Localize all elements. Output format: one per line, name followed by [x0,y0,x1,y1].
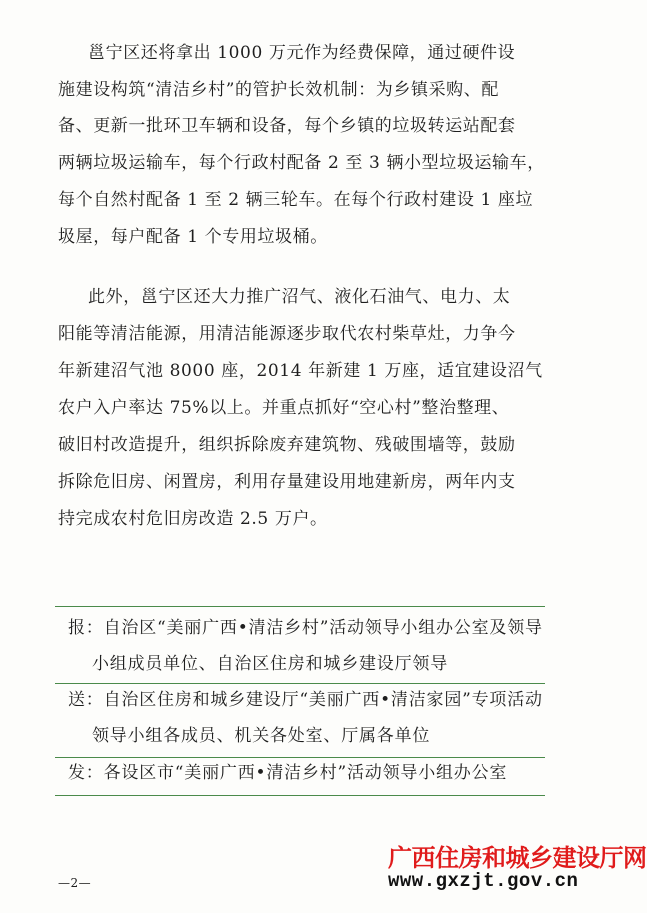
paragraph-1-line-1: 邕宁区还将拿出 1000 万元作为经费保障，通过硬件设 [88,43,516,63]
paragraph-1-line-4: 两辆垃圾运输车，每个行政村配备 2 至 3 辆小型垃圾运输车， [58,153,545,173]
divider-bottom [55,795,545,796]
paragraph-2-line-3: 年新建沼气池 8000 座，2014 年新建 1 万座，适宜建设沼气 [58,361,543,381]
report-to-line-1: 报：自治区“美丽广西•清洁乡村”活动领导小组办公室及领导 [68,618,543,638]
divider-send [55,757,545,758]
paragraph-2-line-1: 此外，邕宁区还大力推广沼气、液化石油气、电力、太 [88,287,511,307]
paragraph-2-line-7: 持完成农村危旧房改造 2.5 万户。 [58,509,328,529]
page-number: —2— [58,876,92,890]
issue-to-line-1: 发：各设区市“美丽广西•清洁乡村”活动领导小组办公室 [68,763,508,783]
paragraph-1-line-3: 备、更新一批环卫车辆和设备，每个乡镇的垃圾转运站配套 [58,116,516,136]
paragraph-1-line-6: 圾屋，每户配备 1 个专用垃圾桶。 [58,227,328,247]
paragraph-2-line-2: 阳能等清洁能源，用清洁能源逐步取代农村柴草灶，力争今 [58,324,516,344]
paragraph-2-line-5: 破旧村改造提升，组织拆除废弃建筑物、残破围墙等，鼓励 [58,435,516,455]
report-to-line-2: 小组成员单位、自治区住房和城乡建设厅领导 [92,654,448,674]
paragraph-2-line-4: 农户入户率达 75%以上。并重点抓好“空心村”整治整理、 [58,398,510,418]
paragraph-1-line-2: 施建设构筑“清洁乡村”的管护长效机制：为乡镇采购、配 [58,80,499,100]
paragraph-2-line-6: 拆除危旧房、闲置房，利用存量建设用地建新房，两年内支 [58,472,516,492]
send-to-line-2: 领导小组各成员、机关各处室、厅属各单位 [92,726,431,746]
send-to-line-1: 送：自治区住房和城乡建设厅“美丽广西•清洁家园”专项活动 [68,690,543,710]
divider-top [55,606,545,607]
watermark-title: 广西住房和城乡建设厅网 [388,844,647,872]
divider-report [55,683,545,684]
watermark-url: www.gxzjt.gov.cn [388,870,579,892]
paragraph-1-line-5: 每个自然村配备 1 至 2 辆三轮车。在每个行政村建设 1 座垃 [58,190,534,210]
